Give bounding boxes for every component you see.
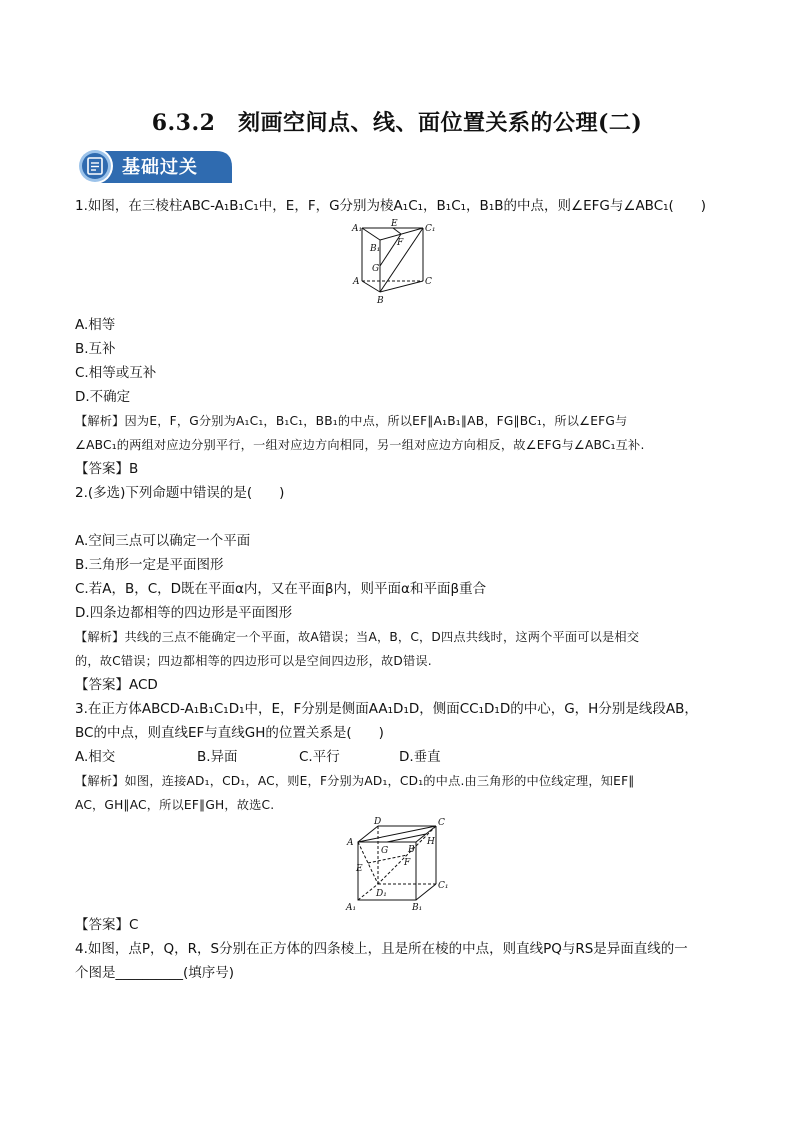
q2-analysis-line-1: 【解析】共线的三点不能确定一个平面，故A错误；当A，B，C，D四点共线时，这两个平面可以是相交 [75, 630, 640, 644]
q3-label-a1: A₁ [346, 903, 357, 913]
q3-option-a: A.相交 [75, 749, 116, 765]
q3-label-g: G [381, 846, 389, 856]
q3-label-d1: D₁ [376, 889, 387, 899]
q3-cube-figure [340, 816, 455, 916]
q1-answer: 【答案】B [75, 461, 139, 477]
q1-option-c: C.相等或互补 [75, 365, 157, 381]
book-icon [85, 156, 105, 176]
q1-label-c: C [425, 277, 432, 287]
q2-option-c: C.若A，B，C，D既在平面α内，又在平面β内，则平面α和平面β重合 [75, 581, 487, 597]
q3-label-e: E [356, 864, 363, 874]
q3-label-a: A [347, 838, 354, 848]
q3-label-b1: B₁ [412, 903, 423, 913]
q1-label-b: B [377, 296, 384, 306]
q4-stem-line-2: 个图是__________(填序号) [75, 965, 235, 981]
q3-stem-line-1: 3.在正方体ABCD-A₁B₁C₁D₁中，E，F分别是侧面AA₁D₁D，侧面CC₁D₁D的中心，G，H分别是线段AB， [75, 701, 698, 717]
q3-option-d: D.垂直 [399, 749, 441, 765]
q1-label-a1: A₁ [352, 224, 363, 234]
q3-label-c: C [438, 818, 445, 828]
q1-analysis-line-1: 【解析】因为E，F，G分别为A₁C₁，B₁C₁，BB₁的中点，所以EF∥A₁B₁∥AB，FG∥BC₁，所以∠EFG与 [75, 414, 628, 428]
q1-option-a: A.相等 [75, 317, 116, 333]
q2-answer: 【答案】ACD [75, 677, 158, 693]
banner-label: 基础过关 [122, 157, 198, 178]
q3-label-h: H [427, 837, 435, 847]
q2-option-b: B.三角形一定是平面图形 [75, 557, 224, 573]
q1-label-g: G [372, 264, 380, 274]
q2-stem: 2.(多选)下列命题中错误的是( ) [75, 485, 285, 501]
q2-option-a: A.空间三点可以确定一个平面 [75, 533, 251, 549]
q1-option-d: D.不确定 [75, 389, 131, 405]
q1-stem: 1.如图，在三棱柱ABC-A₁B₁C₁中，E，F，G分别为棱A₁C₁，B₁C₁，B₁B的中点，则∠EFG与∠ABC₁( ) [75, 198, 707, 214]
q3-label-c1: C₁ [438, 881, 449, 891]
q1-label-f: F [397, 238, 404, 248]
q1-label-c1: C₁ [425, 224, 436, 234]
q3-analysis-line-1: 【解析】如图，连接AD₁，CD₁，AC，则E，F分别为AD₁，CD₁的中点.由三角形的中位线定理，知EF∥ [75, 774, 635, 788]
q3-analysis-line-2: AC，GH∥AC，所以EF∥GH，故选C. [75, 798, 275, 812]
section-banner [76, 145, 234, 185]
q2-option-d: D.四条边都相等的四边形是平面图形 [75, 605, 293, 621]
q3-option-b: B.异面 [197, 749, 238, 765]
q4-stem-line-1: 4.如图，点P，Q，R，S分别在正方体的四条棱上，且是所在棱的中点，则直线PQ与RS是异面直线的一 [75, 941, 688, 957]
q2-analysis-line-2: 的，故C错误；四边都相等的四边形可以是空间四边形，故D错误. [75, 654, 432, 668]
q1-prism-figure [350, 218, 440, 308]
q1-label-a: A [353, 277, 360, 287]
q1-analysis-line-2: ∠ABC₁的两组对应边分别平行，一组对应边方向相同，另一组对应边方向相反，故∠EFG与∠ABC₁互补. [75, 438, 645, 452]
q3-option-c: C.平行 [299, 749, 340, 765]
q3-answer: 【答案】C [75, 917, 139, 933]
page-title: 6.3.2 刻画空间点、线、面位置关系的公理(二) [151, 110, 643, 136]
q1-option-b: B.互补 [75, 341, 116, 357]
q1-label-b1: B₁ [370, 244, 381, 254]
q3-label-d: D [374, 817, 382, 827]
q3-label-b: B [408, 845, 415, 855]
q3-label-f: F [404, 858, 411, 868]
q3-stem-line-2: BC的中点，则直线EF与直线GH的位置关系是( ) [75, 725, 384, 741]
q1-label-e: E [391, 219, 398, 229]
